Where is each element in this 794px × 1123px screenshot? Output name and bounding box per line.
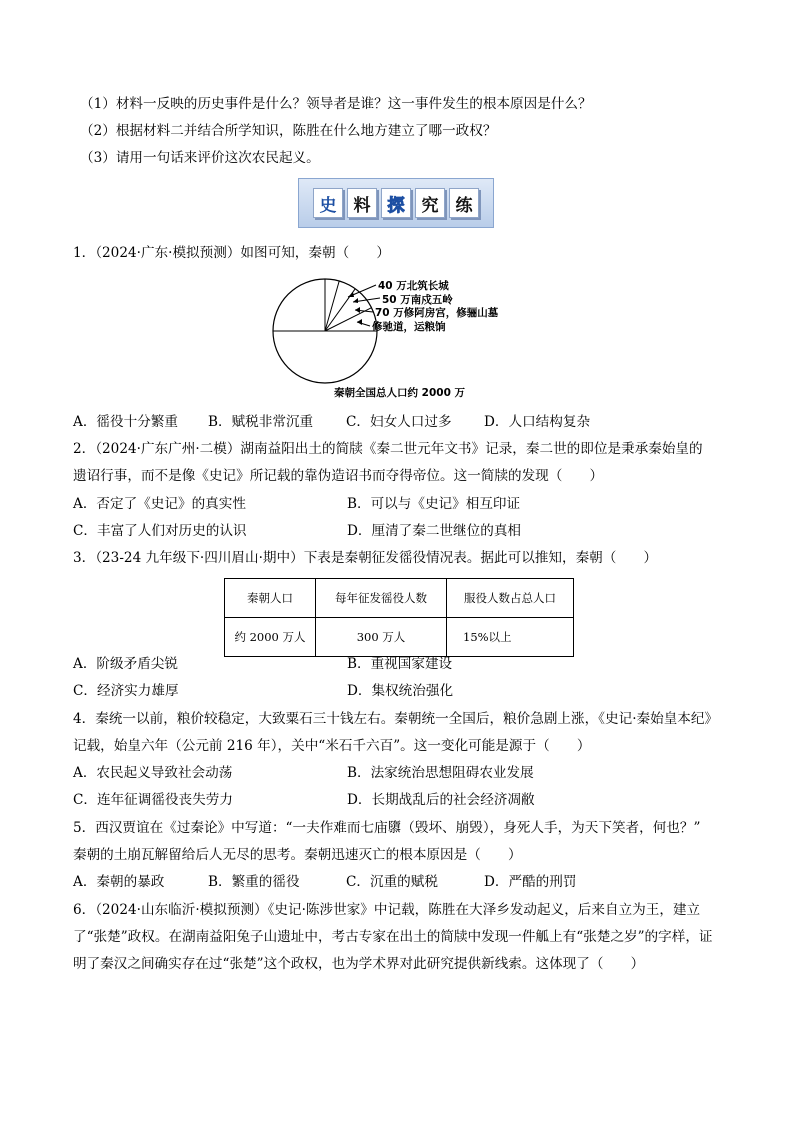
q5-option-d: D．严酷的刑罚 (484, 874, 577, 890)
q5-stem-line1: 5．西汉贾谊在《过秦论》中写道：“一夫作难而七庙隳（毁坏、崩毁），身死人手，为天下笑者，何也？” (73, 820, 701, 836)
q3-stem: 3．（23-24 九年级下·四川眉山·期中）下表是秦朝征发徭役情况表。据此可以推知，秦朝（ ） (73, 550, 658, 566)
pie-title: 秦朝全国总人口约 2000 万 (334, 387, 466, 399)
table-header-cell: 每年征发徭役人数 (316, 579, 447, 618)
q1-option-b: B．赋税非常沉重 (208, 414, 314, 430)
banner-char-1: 史 (313, 188, 343, 218)
q4-option-b: B．法家统治思想阻碍农业发展 (347, 765, 534, 781)
q5-stem-line2: 秦朝的土崩瓦解留给后人无尽的思考。秦朝迅速灭亡的根本原因是（ ） (73, 847, 522, 863)
intro-question-3: （3）请用一句话来评价这次农民起义。 (80, 150, 320, 166)
pie-label-4: 修驰道，运粮饷 (372, 321, 446, 333)
q1-stem: 1．（2024·广东·模拟预测）如图可知，秦朝（ ） (73, 245, 390, 261)
q4-stem-line2: 记载，始皇六年（公元前 216 年），关中“米石千六百”。这一变化可能是源于（ ） (73, 738, 591, 754)
q6-stem-line3: 明了秦汉之间确实存在过“张楚”这个政权，也为学术界对此研究提供新线索。这体现了（ ） (73, 956, 645, 972)
section-banner (298, 178, 494, 228)
q4-option-d: D．长期战乱后的社会经济凋敝 (347, 792, 535, 808)
q1-option-c: C．妇女人口过多 (346, 414, 452, 430)
intro-question-1: （1）材料一反映的历史事件是什么？领导者是谁？这一事件发生的根本原因是什么？ (80, 96, 592, 112)
pie-label-2: 50 万南戍五岭 (382, 294, 453, 306)
q1-option-d: D．人口结构复杂 (484, 414, 591, 430)
q4-option-a: A．农民起义导致社会动荡 (73, 765, 233, 781)
q3-option-c: C．经济实力雄厚 (73, 683, 179, 699)
q3-option-a: A．阶级矛盾尖锐 (73, 656, 178, 672)
q2-stem-line2: 遗诏行事，而不是像《史记》所记载的靠伪造诏书而夺得帝位。这一简牍的发现（ ） (73, 468, 604, 484)
q2-option-d: D．厘清了秦二世继位的真相 (347, 523, 522, 539)
q5-option-c: C．沉重的赋税 (346, 874, 438, 890)
pie-label-1: 40 万北筑长城 (378, 280, 449, 292)
q2-option-b: B．可以与《史记》相互印证 (347, 496, 521, 512)
intro-question-2: （2）根据材料二并结合所学知识，陈胜在什么地方建立了哪一政权？ (80, 123, 497, 139)
q1-option-a: A．徭役十分繁重 (73, 414, 178, 430)
pie-label-3: 70 万修阿房宫，修骊山墓 (375, 307, 499, 319)
banner-char-4: 究 (415, 188, 445, 218)
q2-option-c: C．丰富了人们对历史的认识 (73, 523, 247, 539)
q2-stem-line1: 2．（2024·广东广州·二模）湖南益阳出土的简牍《秦二世元年文书》记录，秦二世的即位是秉承秦始皇的 (73, 441, 703, 457)
q5-option-a: A．秦朝的暴政 (73, 874, 165, 890)
q4-option-c: C．连年征调徭役丧失劳力 (73, 792, 233, 808)
q5-option-b: B．繁重的徭役 (208, 874, 300, 890)
banner-char-3: 探 (381, 188, 411, 218)
q4-stem-line1: 4．秦统一以前，粮价较稳定，大致粟石三十钱左右。秦朝统一全国后，粮价急剧上涨，《史记·秦始皇本纪》 (73, 711, 719, 727)
q6-stem-line2: 了“张楚”政权。在湖南益阳兔子山遗址中，考古专家在出土的简牍中发现一件觚上有“张楚之岁”的字样，证 (73, 929, 713, 945)
q3-option-b: B．重视国家建设 (347, 656, 453, 672)
q3-option-d: D．集权统治强化 (347, 683, 454, 699)
table-cell: 15%以上 (447, 618, 574, 657)
banner-char-5: 练 (449, 188, 479, 218)
table-header-cell: 服役人数占总人口 (447, 579, 574, 618)
table-header-cell: 秦朝人口 (225, 579, 316, 618)
table-cell: 300 万人 (316, 618, 447, 657)
table-row (225, 618, 574, 657)
population-pie-chart (260, 272, 550, 404)
corvee-table (224, 578, 574, 657)
table-cell: 约 2000 万人 (225, 618, 316, 657)
table-header-row (225, 579, 574, 618)
banner-char-2: 料 (347, 188, 377, 218)
q2-option-a: A．否定了《史记》的真实性 (73, 496, 246, 512)
q6-stem-line1: 6．（2024·山东临沂·模拟预测）《史记·陈涉世家》中记载，陈胜在大泽乡发动起义，后来自立为王，建立 (73, 902, 701, 918)
